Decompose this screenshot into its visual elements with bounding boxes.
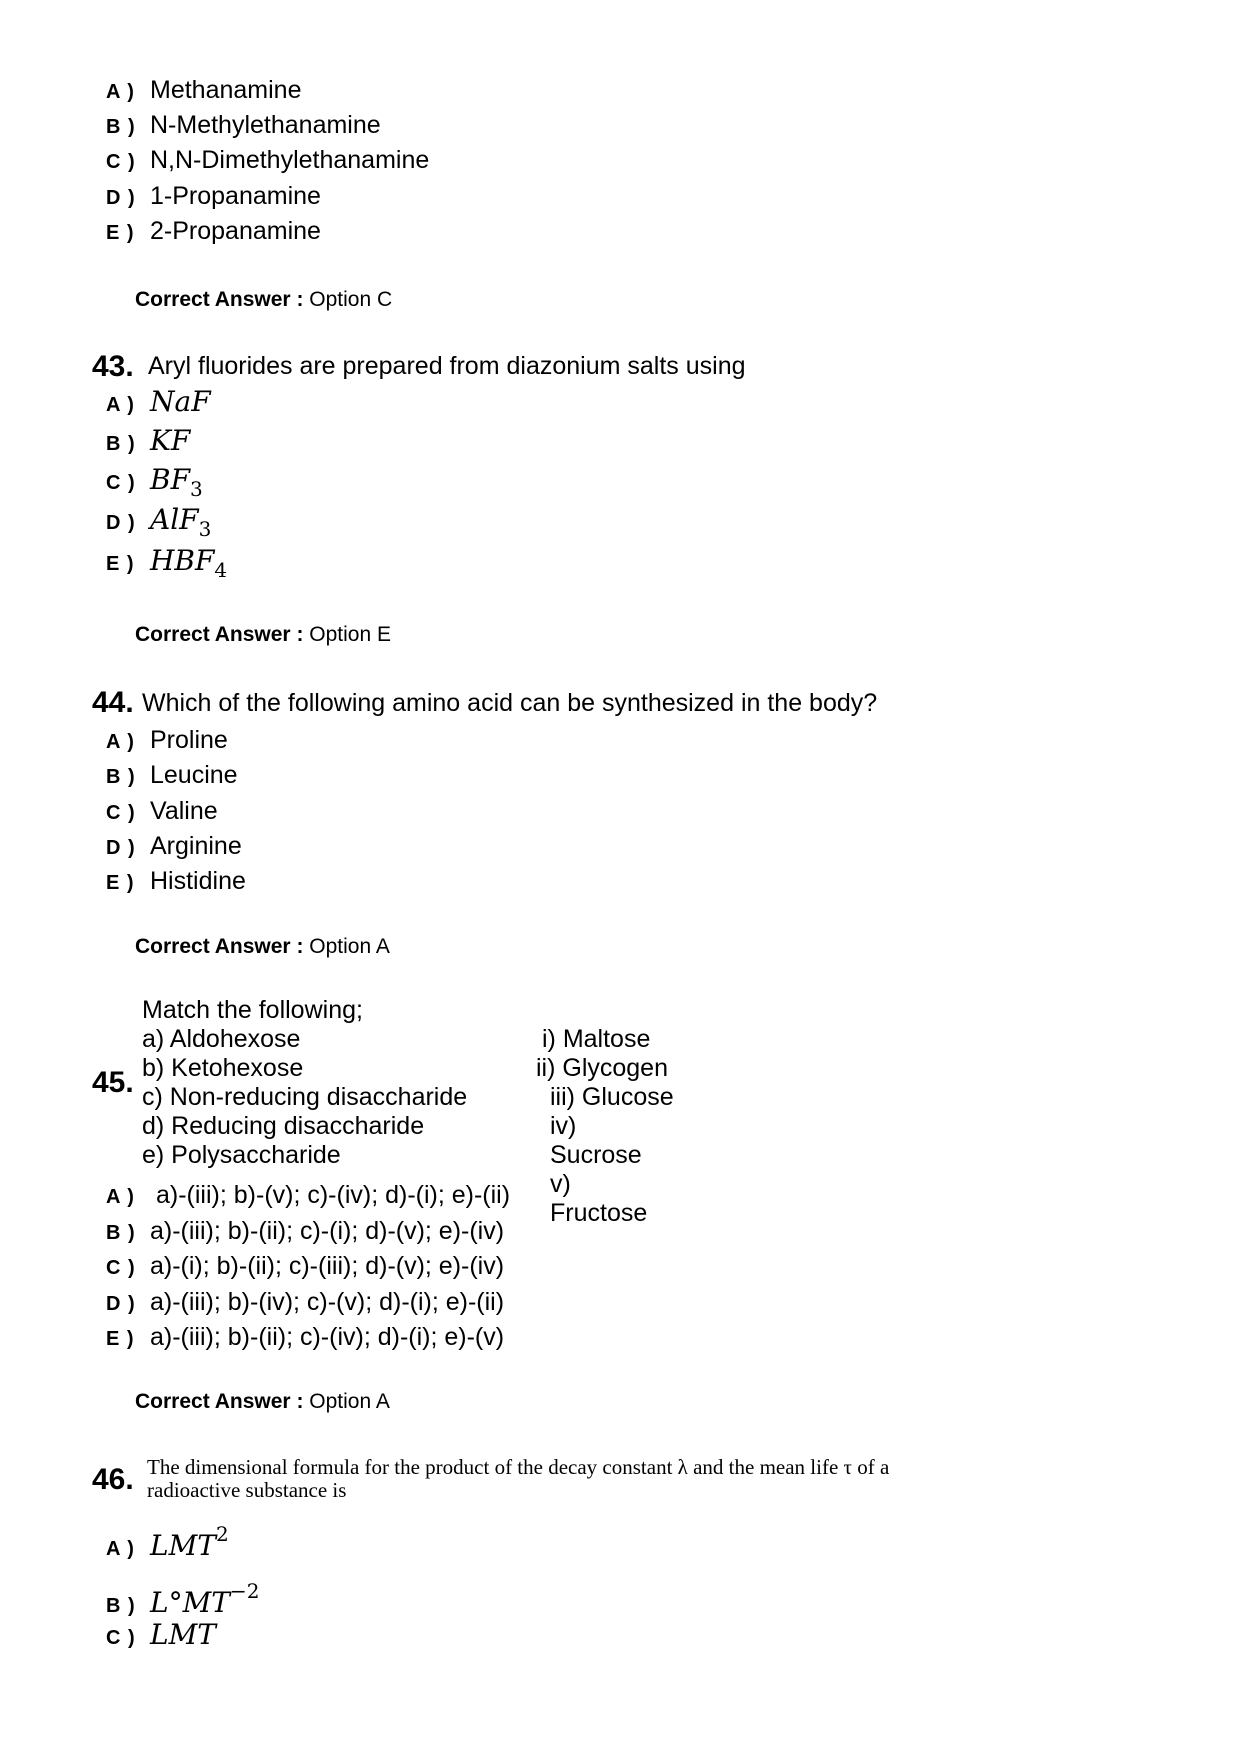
q42-option-e[interactable]	[106, 217, 321, 246]
option-label: C )	[106, 472, 136, 494]
formula-naf: NaF	[150, 385, 211, 418]
option-text: a)-(iii); b)-(v); c)-(iv); d)-(i); e)-(ii)	[156, 1181, 511, 1209]
option-label: A )	[106, 731, 135, 753]
match-left-item: c) Non-reducing disaccharide	[142, 1083, 468, 1111]
option-label: A )	[106, 394, 135, 416]
q43-option-b[interactable]	[106, 424, 190, 457]
option-text: Leucine	[150, 761, 238, 789]
match-right-item: i) Maltose	[542, 1025, 651, 1053]
q45-option-b[interactable]	[106, 1217, 504, 1246]
option-label: B )	[106, 433, 136, 455]
q46-question-line: The dimensional formula for the product of the decay constant λ and the mean life τ of a	[147, 1455, 890, 1479]
match-left-item: b) Ketohexose	[142, 1054, 304, 1082]
q44-option-a[interactable]	[106, 726, 228, 755]
q46-option-b[interactable]	[106, 1579, 259, 1619]
q44-option-e[interactable]	[106, 867, 246, 896]
option-text: Proline	[150, 726, 228, 754]
q42-option-a[interactable]	[106, 76, 301, 105]
answer-value: Option A	[309, 935, 390, 958]
q42-option-d[interactable]	[106, 182, 321, 211]
option-label: B )	[106, 116, 136, 138]
q44-number: 44.	[92, 686, 134, 719]
q44-option-c[interactable]	[106, 797, 218, 826]
option-text: Methanamine	[150, 76, 302, 104]
answer-value: Option E	[309, 623, 391, 646]
option-label: E )	[106, 222, 135, 244]
q43-correct-answer	[135, 623, 391, 647]
option-label: C )	[106, 151, 136, 173]
q45-correct-answer	[135, 1390, 390, 1414]
q45-option-a[interactable]	[106, 1181, 510, 1210]
q42-option-b[interactable]	[106, 111, 381, 140]
option-label: D )	[106, 1293, 136, 1315]
q45-option-d[interactable]	[106, 1288, 504, 1317]
match-right-item: iv) Sucrose	[550, 1112, 642, 1169]
option-label: C )	[106, 802, 136, 824]
answer-label: Correct Answer :	[135, 623, 304, 646]
option-text: a)-(i); b)-(ii); c)-(iii); d)-(v); e)-(iv)	[150, 1252, 505, 1280]
q45-option-e[interactable]	[106, 1323, 504, 1352]
q43-option-c[interactable]	[106, 463, 203, 501]
option-text: Histidine	[150, 867, 246, 895]
q45-option-c[interactable]	[106, 1252, 504, 1281]
option-label: D )	[106, 187, 136, 209]
q43-number: 43.	[92, 350, 134, 383]
option-label: B )	[106, 1595, 136, 1617]
q46-question-line: radioactive substance is	[147, 1478, 347, 1502]
option-text: N,N-Dimethylethanamine	[150, 146, 430, 174]
match-right-item: iii) Glucose	[550, 1083, 674, 1111]
match-left-item: d) Reducing disaccharide	[142, 1112, 425, 1140]
option-label: E )	[106, 553, 135, 575]
option-text: Valine	[150, 797, 218, 825]
formula-kf: KF	[150, 424, 191, 457]
q42-correct-answer	[135, 288, 392, 312]
q42-option-c[interactable]	[106, 146, 429, 175]
option-label: B )	[106, 766, 136, 788]
formula-lmt: LMT	[150, 1618, 216, 1651]
match-left-item: e) Polysaccharide	[142, 1141, 341, 1169]
option-label: B )	[106, 1222, 136, 1244]
option-label: E )	[106, 1328, 135, 1350]
formula-bf3: $BF_3$	[150, 463, 203, 501]
answer-label: Correct Answer :	[135, 1390, 304, 1413]
option-label: E )	[106, 872, 135, 894]
formula-l0mt-2: $L^\circ MT^{-2}$	[150, 1579, 260, 1619]
q45-number: 45.	[92, 1066, 134, 1099]
q45-match-right	[520, 1025, 674, 1228]
q46-option-c[interactable]	[106, 1618, 216, 1651]
match-left-item: a) Aldohexose	[142, 1025, 301, 1053]
option-text: a)-(iii); b)-(iv); c)-(v); d)-(i); e)-(ii)	[150, 1288, 505, 1316]
q45-intro: Match the following;	[142, 996, 363, 1024]
option-label: A )	[106, 1538, 135, 1560]
answer-value: Option C	[309, 288, 393, 311]
option-label: A )	[106, 1186, 135, 1208]
option-text: N-Methylethanamine	[150, 111, 381, 139]
answer-label: Correct Answer :	[135, 935, 304, 958]
q44-correct-answer	[135, 935, 390, 959]
formula-alf3: AlF$_3$	[150, 503, 212, 541]
answer-label: Correct Answer :	[135, 288, 304, 311]
q44-option-b[interactable]	[106, 761, 238, 790]
option-label: C )	[106, 1257, 136, 1279]
q46-option-a[interactable]	[106, 1522, 229, 1562]
formula-hbf4: $HBF_4$	[150, 544, 228, 582]
option-label: D )	[106, 512, 136, 534]
q44-question: Which of the following amino acid can be synthesized in the body?	[142, 689, 878, 717]
option-text: a)-(iii); b)-(ii); c)-(iv); d)-(i); e)-(v)	[150, 1323, 505, 1351]
q46-question	[147, 1456, 889, 1502]
option-text: Arginine	[150, 832, 242, 860]
formula-lmt2: LMT$^2$	[150, 1522, 229, 1562]
q46-number: 46.	[92, 1463, 134, 1496]
option-label: A )	[106, 81, 135, 103]
option-text: 2-Propanamine	[150, 217, 321, 245]
option-label: C )	[106, 1627, 136, 1649]
match-right-item: ii) Glycogen	[536, 1054, 668, 1082]
q43-option-e[interactable]	[106, 544, 227, 582]
option-text: a)-(iii); b)-(ii); c)-(i); d)-(v); e)-(iv)	[150, 1217, 505, 1245]
match-right-item: v) Fructose	[550, 1170, 648, 1227]
q43-option-d[interactable]	[106, 503, 211, 541]
q43-option-a[interactable]	[106, 385, 211, 418]
q45-match-left	[142, 996, 467, 1170]
q43-question: Aryl fluorides are prepared from diazonium salts using	[148, 352, 746, 380]
option-label: D )	[106, 837, 136, 859]
answer-value: Option A	[309, 1390, 390, 1413]
option-text: 1-Propanamine	[150, 182, 321, 210]
q44-option-d[interactable]	[106, 832, 242, 861]
